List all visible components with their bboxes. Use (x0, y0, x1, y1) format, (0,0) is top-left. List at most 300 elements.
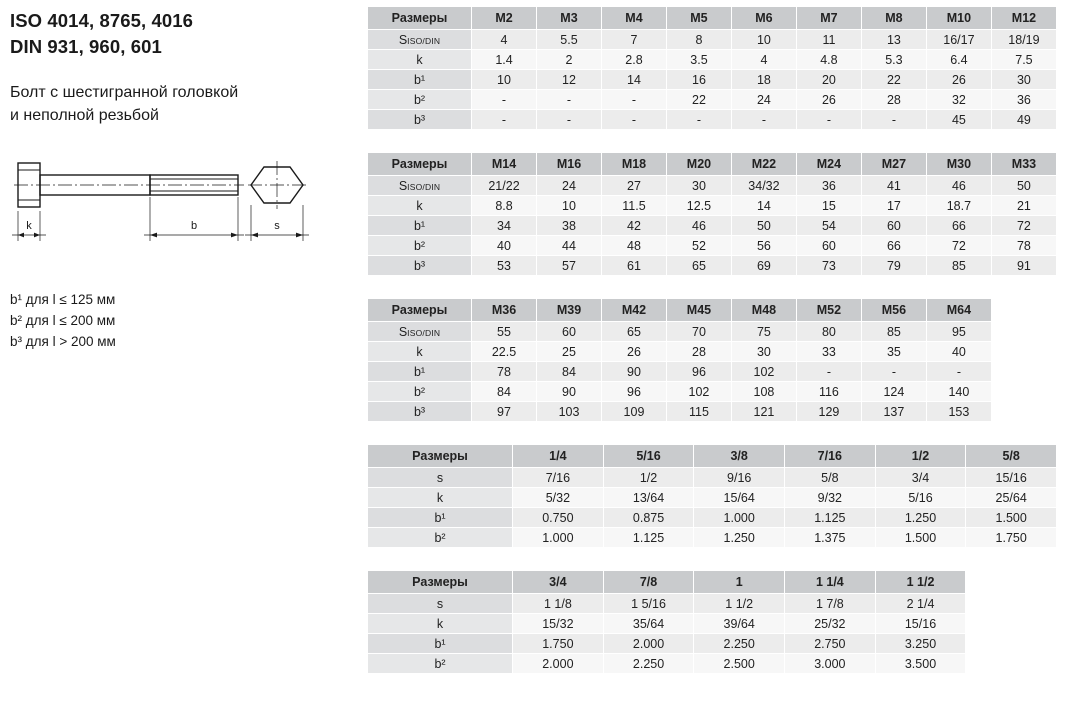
table-row (368, 196, 1057, 216)
table-cell: 13/64 (603, 488, 694, 508)
table-cell: 60 (861, 216, 926, 236)
table-cell: 24 (537, 176, 602, 196)
row-label (368, 236, 472, 256)
table-cell: - (861, 362, 926, 382)
header-cell-size: M27 (861, 153, 926, 176)
header-cell-size: 3/8 (694, 445, 785, 468)
row-label-text: b³ (413, 112, 426, 127)
table-cell: 45 (926, 110, 991, 130)
row-label (368, 528, 513, 548)
table-cell: 85 (861, 322, 926, 342)
table-cell: 9/32 (785, 488, 876, 508)
header-cell-size (966, 571, 1057, 594)
table-cell: 25/64 (966, 488, 1057, 508)
table-cell: 25/32 (785, 614, 876, 634)
table-cell: - (601, 90, 666, 110)
header-cell-size: M6 (731, 7, 796, 30)
table-cell: 96 (666, 362, 731, 382)
table-cell: 78 (472, 362, 537, 382)
footnote-b2: b² для l ≤ 200 мм (10, 312, 116, 328)
product-description (10, 81, 360, 127)
table-cell: 2.8 (601, 50, 666, 70)
table-cell (966, 594, 1057, 614)
table-cell: 4.8 (796, 50, 861, 70)
table-cell: 5.3 (861, 50, 926, 70)
table-cell: 5/16 (875, 488, 966, 508)
header-cell-size: M5 (666, 7, 731, 30)
dimension-table (367, 570, 1057, 674)
header-cell-size: 5/8 (966, 445, 1057, 468)
row-label-text: k (416, 52, 423, 67)
table-row (368, 70, 1057, 90)
header-cell-size: M48 (731, 299, 796, 322)
table-cell: 75 (731, 322, 796, 342)
row-label (368, 196, 472, 216)
row-label (368, 216, 472, 236)
table-cell: 1.500 (875, 528, 966, 548)
header-cell-size: M52 (796, 299, 861, 322)
table-cell: 66 (926, 216, 991, 236)
header-cell-size: M16 (537, 153, 602, 176)
table-cell: - (796, 110, 861, 130)
table-cell: 2.500 (694, 654, 785, 674)
table-cell: 8 (666, 30, 731, 50)
header-cell-size: M24 (796, 153, 861, 176)
table-cell: 73 (796, 256, 861, 276)
table-cell: 46 (926, 176, 991, 196)
table-cell: 28 (666, 342, 731, 362)
table-cell: 97 (472, 402, 537, 422)
row-label-text: S (398, 32, 408, 47)
row-label-text: b¹ (434, 636, 446, 651)
table-header-row (368, 7, 1057, 30)
row-label-text: k (416, 344, 423, 359)
table-cell: 1 1/8 (513, 594, 604, 614)
table-cell: 15 (796, 196, 861, 216)
table-cell: 30 (991, 70, 1056, 90)
row-label (368, 614, 513, 634)
subtitle-line-1: Болт с шестигранной головкой (10, 83, 239, 101)
table-cell: 38 (537, 216, 602, 236)
row-label-text: b² (413, 92, 426, 107)
table-cell: 61 (601, 256, 666, 276)
row-label-text: b¹ (413, 364, 426, 379)
row-label (368, 176, 472, 196)
row-label (368, 50, 472, 70)
table-cell: 90 (601, 362, 666, 382)
header-cell-size: M18 (601, 153, 666, 176)
table-row (368, 594, 1057, 614)
table-cell: 39/64 (694, 614, 785, 634)
title-line-1: ISO 4014, 8765, 4016 (10, 10, 194, 31)
header-cell-size: M4 (601, 7, 666, 30)
row-label-text: s (436, 470, 444, 485)
header-cell-size: M30 (926, 153, 991, 176)
dimension-label-k: k (26, 219, 32, 232)
table-cell: 6.4 (926, 50, 991, 70)
table-cell: - (731, 110, 796, 130)
table-row (368, 402, 1057, 422)
row-label-text: k (436, 490, 444, 505)
table-cell (991, 342, 1056, 362)
header-cell-size: 1/2 (875, 445, 966, 468)
header-cell-size: 1 1/2 (875, 571, 966, 594)
table-cell: 84 (472, 382, 537, 402)
table-cell: - (472, 110, 537, 130)
row-label-text: s (436, 596, 444, 611)
row-label (368, 402, 472, 422)
bolt-drawing (12, 149, 360, 264)
table-cell: 0.875 (603, 508, 694, 528)
table-cell: 10 (472, 70, 537, 90)
header-cell-size: M36 (472, 299, 537, 322)
table-cell: 49 (991, 110, 1056, 130)
row-label (368, 90, 472, 110)
row-label (368, 488, 513, 508)
table-cell: 12.5 (666, 196, 731, 216)
table-cell: 18 (731, 70, 796, 90)
table-cell: 1.500 (966, 508, 1057, 528)
header-cell-size: M22 (731, 153, 796, 176)
header-cell-size: M56 (861, 299, 926, 322)
table-cell: 26 (796, 90, 861, 110)
header-cell-size: 7/8 (603, 571, 694, 594)
row-label-text: b² (413, 384, 426, 399)
row-label-text: S (398, 178, 408, 193)
table-cell: 72 (991, 216, 1056, 236)
table-cell: 1 7/8 (785, 594, 876, 614)
row-label-subscript: ISO/DIN (407, 181, 441, 192)
table-row (368, 488, 1057, 508)
header-cell-size: M42 (601, 299, 666, 322)
row-label (368, 110, 472, 130)
table-header-row (368, 445, 1057, 468)
footnote-b1: b¹ для l ≤ 125 мм (10, 291, 116, 307)
table-row (368, 236, 1057, 256)
table-cell: 2.000 (603, 634, 694, 654)
header-cell-size: 1 (694, 571, 785, 594)
table-cell: 69 (731, 256, 796, 276)
dimension-table (367, 298, 1057, 422)
row-label (368, 30, 472, 50)
table-cell: 140 (926, 382, 991, 402)
table-cell: 2.750 (785, 634, 876, 654)
table-row (368, 654, 1057, 674)
header-cell-size: 3/4 (513, 571, 604, 594)
table-cell: 15/16 (966, 468, 1057, 488)
table-row (368, 342, 1057, 362)
table-cell: 60 (796, 236, 861, 256)
table-cell: 7/16 (513, 468, 604, 488)
table-cell: 1.250 (875, 508, 966, 528)
table-cell: - (861, 110, 926, 130)
table-cell: 56 (731, 236, 796, 256)
table-cell: 79 (861, 256, 926, 276)
header-cell-size: M64 (926, 299, 991, 322)
table-cell: 27 (601, 176, 666, 196)
table-cell: 10 (731, 30, 796, 50)
table-cell (966, 614, 1057, 634)
table-cell: 0.750 (513, 508, 604, 528)
table-cell: 2.000 (513, 654, 604, 674)
table-cell: 46 (666, 216, 731, 236)
dimension-label-b: b (190, 219, 198, 232)
table-cell: 121 (731, 402, 796, 422)
table-cell: 57 (537, 256, 602, 276)
table-cell: 116 (796, 382, 861, 402)
table-cell: - (666, 110, 731, 130)
dimension-tables (367, 6, 1057, 696)
table-cell: 7 (601, 30, 666, 50)
table-cell: 4 (731, 50, 796, 70)
table-header-row (368, 571, 1057, 594)
table-cell: 1 5/16 (603, 594, 694, 614)
table-cell: 70 (666, 322, 731, 342)
row-label-text: b³ (413, 258, 426, 273)
table-cell: 3.000 (785, 654, 876, 674)
table-cell: 2 1/4 (875, 594, 966, 614)
table-cell: 3.500 (875, 654, 966, 674)
table-cell: 109 (601, 402, 666, 422)
table-cell: 15/32 (513, 614, 604, 634)
table-cell: - (796, 362, 861, 382)
table-cell: 18.7 (926, 196, 991, 216)
table-cell: 30 (666, 176, 731, 196)
table-row (368, 634, 1057, 654)
row-label-text: b² (434, 656, 446, 671)
table-cell: 1.000 (694, 508, 785, 528)
row-label-text: k (436, 616, 444, 631)
table-cell: 3.5 (666, 50, 731, 70)
dimension-label-s: s (274, 219, 280, 232)
table-cell: 78 (991, 236, 1056, 256)
row-label-text: b¹ (434, 510, 446, 525)
table-cell: 24 (731, 90, 796, 110)
header-cell-size: M8 (861, 7, 926, 30)
row-label (368, 382, 472, 402)
header-cell-dimensions: Размеры (368, 571, 513, 594)
table-cell: 7.5 (991, 50, 1056, 70)
table-cell (966, 634, 1057, 654)
table-cell: 42 (601, 216, 666, 236)
table-cell: 50 (991, 176, 1056, 196)
table-row (368, 216, 1057, 236)
table-cell (991, 322, 1056, 342)
table-cell: 13 (861, 30, 926, 50)
table-cell: 15/64 (694, 488, 785, 508)
table-cell: 34 (472, 216, 537, 236)
table-cell: 1.4 (472, 50, 537, 70)
table-cell: 3.250 (875, 634, 966, 654)
left-panel (10, 8, 360, 353)
table-cell: 8.8 (472, 196, 537, 216)
table-cell: - (537, 110, 602, 130)
table-cell: 40 (926, 342, 991, 362)
table-cell: 21 (991, 196, 1056, 216)
table-cell: 34/32 (731, 176, 796, 196)
table-cell: 137 (861, 402, 926, 422)
table-row (368, 50, 1057, 70)
header-cell-size: M14 (472, 153, 537, 176)
row-label-text: b¹ (413, 218, 426, 233)
table-cell: 36 (796, 176, 861, 196)
table-row (368, 176, 1057, 196)
table-cell: 22.5 (472, 342, 537, 362)
table-header-row (368, 153, 1057, 176)
page-title (10, 8, 360, 61)
table-cell: 44 (537, 236, 602, 256)
table-cell (966, 654, 1057, 674)
header-cell-size: M7 (796, 7, 861, 30)
row-label-text: S (398, 324, 408, 339)
header-cell-size: M33 (991, 153, 1056, 176)
table-cell: 33 (796, 342, 861, 362)
table-cell: 5/8 (785, 468, 876, 488)
row-label (368, 634, 513, 654)
table-cell: 2.250 (694, 634, 785, 654)
table-cell: 32 (926, 90, 991, 110)
table-cell: 153 (926, 402, 991, 422)
table-cell: 22 (861, 70, 926, 90)
table-cell: 2.250 (603, 654, 694, 674)
bolt-diagram-svg (12, 149, 312, 259)
table-cell: 96 (601, 382, 666, 402)
table-cell: 35 (861, 342, 926, 362)
table-cell: 102 (666, 382, 731, 402)
table-cell: 1.750 (966, 528, 1057, 548)
table-cell (991, 402, 1056, 422)
table-cell: 4 (472, 30, 537, 50)
table-cell: 11 (796, 30, 861, 50)
table-cell: 91 (991, 256, 1056, 276)
table-cell: 48 (601, 236, 666, 256)
table-cell: - (537, 90, 602, 110)
table-cell: 80 (796, 322, 861, 342)
row-label (368, 70, 472, 90)
table-cell: 16/17 (926, 30, 991, 50)
dimension-table (367, 6, 1057, 130)
header-cell-size: M39 (537, 299, 602, 322)
header-cell-size: M20 (666, 153, 731, 176)
table-cell (991, 362, 1056, 382)
table-cell: 10 (537, 196, 602, 216)
header-cell-size: 7/16 (785, 445, 876, 468)
table-row (368, 30, 1057, 50)
row-label (368, 654, 513, 674)
table-row (368, 468, 1057, 488)
footnotes (10, 290, 360, 353)
table-cell (991, 382, 1056, 402)
row-label (368, 256, 472, 276)
header-cell-size: M12 (991, 7, 1056, 30)
row-label (368, 508, 513, 528)
table-row (368, 382, 1057, 402)
table-cell: 17 (861, 196, 926, 216)
table-cell: 65 (601, 322, 666, 342)
table-cell: 14 (601, 70, 666, 90)
row-label-text: b¹ (413, 72, 426, 87)
row-label-subscript: ISO/DIN (407, 327, 441, 338)
table-cell: - (601, 110, 666, 130)
table-cell: 25 (537, 342, 602, 362)
table-cell: 21/22 (472, 176, 537, 196)
table-cell: 72 (926, 236, 991, 256)
table-cell: 41 (861, 176, 926, 196)
footnote-b3: b³ для l > 200 мм (10, 333, 116, 349)
table-row (368, 614, 1057, 634)
table-cell: 1.000 (513, 528, 604, 548)
table-cell: 5/32 (513, 488, 604, 508)
table-cell: 90 (537, 382, 602, 402)
table-row (368, 508, 1057, 528)
table-cell: 16 (666, 70, 731, 90)
table-cell: 54 (796, 216, 861, 236)
table-cell: 103 (537, 402, 602, 422)
table-cell: 84 (537, 362, 602, 382)
table-cell: 50 (731, 216, 796, 236)
table-cell: 1.125 (785, 508, 876, 528)
table-cell: 35/64 (603, 614, 694, 634)
row-label (368, 468, 513, 488)
table-cell: 18/19 (991, 30, 1056, 50)
row-label (368, 342, 472, 362)
table-cell: 52 (666, 236, 731, 256)
title-line-2: DIN 931, 960, 601 (10, 36, 162, 58)
table-cell: 1.750 (513, 634, 604, 654)
table-cell: - (472, 90, 537, 110)
table-cell: 28 (861, 90, 926, 110)
row-label-subscript: ISO/DIN (407, 35, 441, 46)
table-cell: 66 (861, 236, 926, 256)
header-cell-size: 1/4 (513, 445, 604, 468)
table-cell: 102 (731, 362, 796, 382)
table-cell: 55 (472, 322, 537, 342)
table-row (368, 528, 1057, 548)
row-label-text: b³ (413, 404, 426, 419)
header-cell-size: 1 1/4 (785, 571, 876, 594)
table-row (368, 322, 1057, 342)
table-header-row (368, 299, 1057, 322)
row-label (368, 322, 472, 342)
header-cell-dimensions: Размеры (368, 445, 513, 468)
row-label (368, 594, 513, 614)
subtitle-line-2: и неполной резьбой (10, 106, 159, 124)
header-cell-size (991, 299, 1056, 322)
table-cell: 1.250 (694, 528, 785, 548)
dimension-table (367, 444, 1057, 548)
table-cell: 60 (537, 322, 602, 342)
table-cell: 2 (537, 50, 602, 70)
table-row (368, 110, 1057, 130)
row-label-text: b² (434, 530, 446, 545)
table-cell: 1.125 (603, 528, 694, 548)
table-cell: 30 (731, 342, 796, 362)
table-cell: 26 (926, 70, 991, 90)
header-cell-size: M10 (926, 7, 991, 30)
table-cell: 1/2 (603, 468, 694, 488)
header-cell-dimensions: Размеры (368, 153, 472, 176)
header-cell-size: 5/16 (603, 445, 694, 468)
table-cell: - (926, 362, 991, 382)
dimension-table (367, 152, 1057, 276)
table-cell: 40 (472, 236, 537, 256)
table-cell: 1 1/2 (694, 594, 785, 614)
header-cell-dimensions: Размеры (368, 299, 472, 322)
row-label-text: b² (413, 238, 426, 253)
table-cell: 9/16 (694, 468, 785, 488)
table-cell: 129 (796, 402, 861, 422)
table-cell: 26 (601, 342, 666, 362)
